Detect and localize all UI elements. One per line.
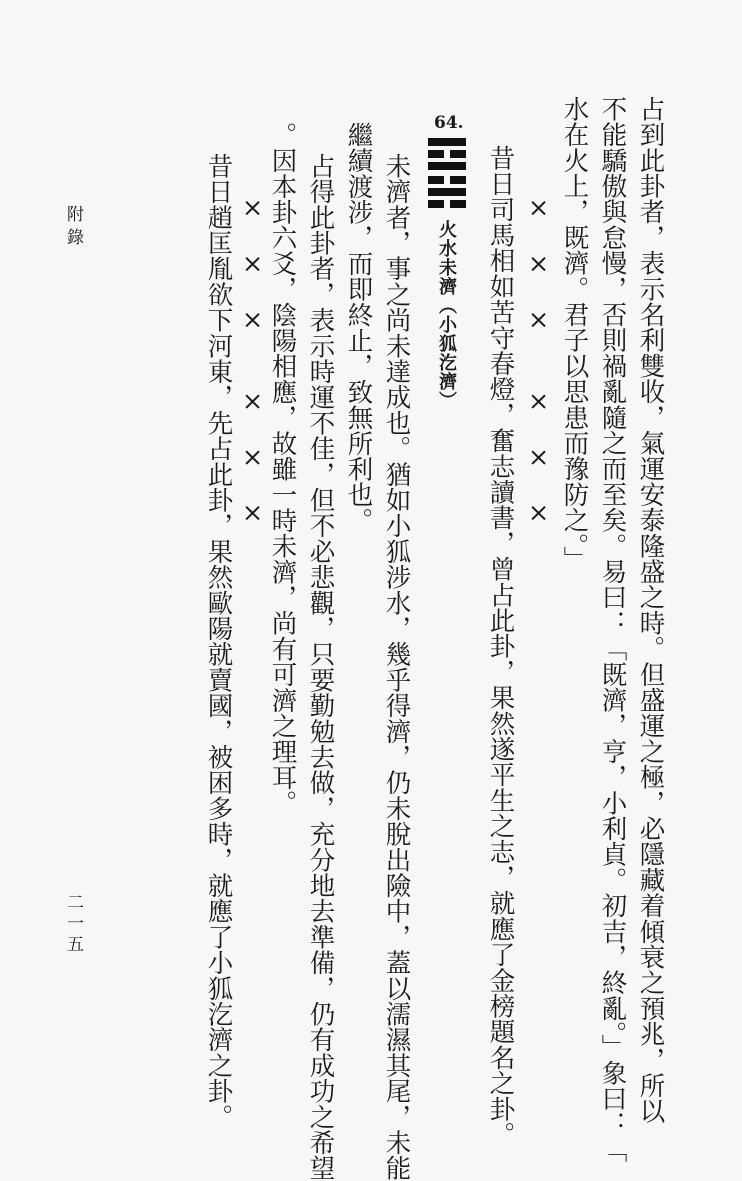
- h64-text-col-2: 繼續渡涉，而即終止，致無所利也。: [343, 122, 374, 534]
- section-label: 附錄: [63, 205, 83, 251]
- h63-lines-row: × × × × × ×: [523, 193, 554, 529]
- hexagram-number: 64.: [434, 113, 464, 133]
- h63-story: 昔日司馬相如苦守春燈，奮志讀書，曾占此卦，果然遂平生之志，就應了金榜題名之卦。: [485, 145, 516, 1148]
- page-number: 二一五: [63, 893, 83, 956]
- h64-story: 昔日趙匡胤欲下河東，先占此卦，果然歐陽就賣國，被困多時，就應了小狐汔濟之卦。: [203, 153, 234, 1130]
- h64-text-col-3: 占得此卦者，表示時運不佳，但不必悲觀，只要勤勉去做，充分地去準備，仍有成功之希望: [305, 153, 336, 1181]
- hexagram-64-icon: [428, 138, 466, 208]
- h63-text-col-2: 不能驕傲與怠慢，否則禍亂隨之而至矣。易曰：「既濟，亨，小利貞。初吉，終亂。」象曰：「: [597, 96, 628, 1163]
- h64-text-col-1: 未濟者，事之尚未達成也。猶如小狐涉水，幾乎得濟，仍未脫出險中，蓋以濡濕其尾，未能: [381, 153, 412, 1181]
- hexagram-64-title: 火水未濟（小狐汔濟）: [436, 220, 457, 410]
- h63-text-col-1: 占到此卦者，表示名利雙收，氣運安泰隆盛之時。但盛運之極，必隱藏着傾衰之預兆，所以: [635, 96, 666, 1124]
- h64-text-col-4: 。因本卦六爻，陰陽相應，故雖一時未濟，尚有可濟之理耳。: [267, 122, 298, 816]
- h63-text-col-3: 水在火上，既濟。君子以思患而豫防之。」: [559, 96, 590, 572]
- h64-lines-row: × × × × × ×: [237, 193, 268, 529]
